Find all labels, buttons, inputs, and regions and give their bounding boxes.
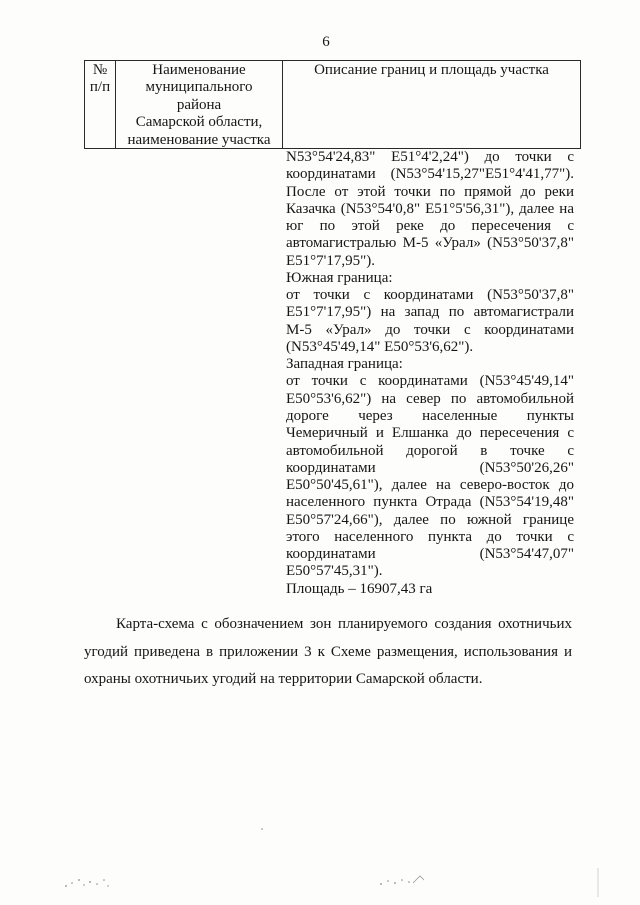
description-line: М-5 «Урал» до точки с координатами [286, 321, 574, 338]
description-line: координатами (N53°54'47,07" [286, 546, 574, 563]
header-cell-name [115, 61, 282, 148]
header-line: Самарской области, [135, 114, 263, 131]
description-line: Казачка (N53°54'0,8" E51°5'56,31"), далее на [286, 200, 574, 217]
header-line: муниципального [145, 79, 253, 96]
description-line: юг по этой реке до пересечения с [286, 218, 574, 235]
table-body-cell-description [286, 149, 574, 598]
table-header [84, 60, 581, 149]
description-line: После от этой точки по прямой до реки [286, 183, 574, 200]
page-number: 6 [322, 34, 330, 50]
header-cell-number [85, 61, 115, 148]
description-line: от точки с координатами (N53°45'49,14" [286, 373, 574, 390]
description-line: этого населенного пункта до точки с [286, 528, 574, 545]
header-line: Наименование [152, 62, 246, 78]
description-line: автомагистралью М-5 «Урал» (N53°50'37,8" [286, 235, 574, 252]
description-line: E50°57'45,31"). [286, 563, 383, 580]
description-line: Чемеричный и Елшанка до пересечения с [286, 425, 574, 442]
description-line: E50°57'24,66"), далее по южной границе [286, 511, 574, 528]
description-line: N53°54'24,83" E51°4'2,24") до точки с [286, 149, 574, 165]
description-line: E50°53'6,62") на север по автомобильной [286, 390, 574, 407]
description-line: E51°7'17,95"). [286, 252, 375, 269]
description-line: координатами (N53°54'15,27"E51°4'41,77"). [286, 166, 574, 183]
description-line: дороге через населенные пункты [286, 407, 574, 424]
description-line: автомобильной дорогой в точке с [286, 442, 574, 459]
paragraph-line: охраны охотничьих угодий на территории Самарской области. [84, 671, 483, 688]
description-line: от точки с координатами (N53°50'37,8" [286, 287, 574, 304]
description-line: координатами (N53°50'26,26" [286, 459, 574, 476]
header-line: района [176, 96, 222, 113]
area-total: Площадь – 16907,43 га [286, 580, 433, 597]
header-line: наименование участка [127, 131, 271, 148]
header-cell-description [282, 61, 580, 148]
closing-paragraph [84, 611, 572, 694]
description-line: E50°50'45,61"), далее на северо-восток до [286, 477, 574, 494]
section-heading-west: Западная граница: [286, 356, 403, 373]
header-line: Описание границ и площадь участка [314, 62, 549, 78]
description-line: E51°7'17,95") на запад по автомагистрали [286, 304, 574, 321]
header-line: п/п [89, 79, 111, 96]
section-heading-south: Южная граница: [286, 269, 393, 286]
paragraph-line: Карта-схема с обозначением зон планируемого создания охотничьих [116, 616, 572, 632]
description-line: (N53°45'49,14" E50°53'6,62"). [286, 338, 474, 355]
paragraph-line: угодий приведена в приложении 3 к Схеме размещения, использования и [84, 643, 572, 660]
header-line: № [92, 62, 108, 78]
description-line: населенного пункта Отрада (N53°54'19,48" [286, 494, 574, 511]
